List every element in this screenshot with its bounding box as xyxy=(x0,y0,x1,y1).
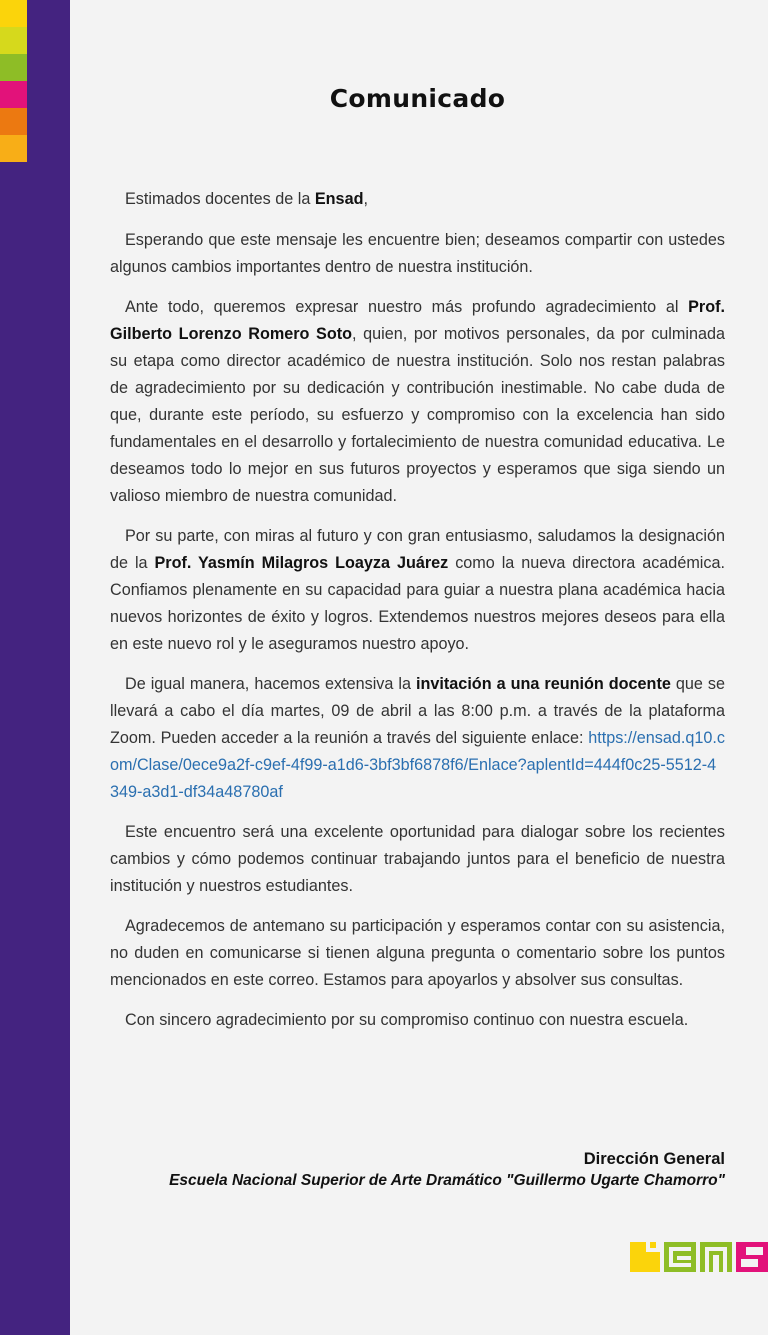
page-title: Comunicado xyxy=(329,84,506,113)
paragraph-4-rest: que se llevará a cabo el día martes, 09 de abril a las 8:00 p.m. a través de la plataforma Zoom. Pueden acceder a la reunión a través del siguiente enlace: xyxy=(110,675,725,747)
new-director-name: Prof. Yasmín Milagros Loayza Juárez xyxy=(154,554,449,572)
color-swatch-orange xyxy=(0,108,27,135)
paragraph-3-text: Por su parte, con miras al futuro y con gran entusiasmo, saludamos la designación de la xyxy=(110,527,725,572)
meeting-link[interactable]: https://ensad.q10.com/Clase/0ece9a2f-c9ef-4f99-a1d6-3bf3bf6878f6/Enlace?aplentId=444f0c25-5512-4349-a3d1-df34a48780af xyxy=(110,729,725,801)
former-director-name: Prof. Gilberto Lorenzo Romero Soto xyxy=(110,298,725,343)
paragraph-4 xyxy=(110,671,725,806)
color-swatch-lime xyxy=(0,27,27,54)
paragraph-7: Con sincero agradecimiento por su compromiso continuo con nuestra escuela. xyxy=(125,1011,689,1029)
greeting-bold: Ensad xyxy=(314,190,364,208)
paragraph-3 xyxy=(110,523,725,658)
meeting-invitation: invitación a una reunión docente xyxy=(416,675,671,693)
paragraph-4-text: De igual manera, hacemos extensiva la xyxy=(125,675,417,693)
greeting-end: , xyxy=(363,190,368,208)
signature-block xyxy=(110,1148,725,1192)
color-swatch-amber xyxy=(0,135,27,162)
ensad-logo-icon xyxy=(630,1240,768,1274)
paragraph-1: Esperando que este mensaje les encuentre bien; deseamos compartir con ustedes algunos cambios importantes dentro de nuestra institución. xyxy=(110,231,725,276)
greeting xyxy=(110,186,725,213)
paragraph-3-rest: como la nueva directora académica. Confiamos plenamente en su capacidad para guiar a nuestra plana académica hacia nuevos horizontes de éxito y logros. Extendemos nuestros mejores deseos para ella en este nuevo rol y le aseguramos nuestro apoyo. xyxy=(110,554,725,653)
greeting-text: Estimados docentes de la xyxy=(125,190,315,208)
sidebar-band xyxy=(0,0,70,1335)
signature-school: Escuela Nacional Superior de Arte Dramático "Guillermo Ugarte Chamorro" xyxy=(169,1172,725,1189)
signature-name: Dirección General xyxy=(583,1150,725,1168)
color-swatch-magenta xyxy=(0,81,27,108)
paragraph-5: Este encuentro será una excelente oportunidad para dialogar sobre los recientes cambios y cómo podemos continuar trabajando juntos para el beneficio de nuestra institución y nuestros estudiantes. xyxy=(110,823,725,895)
paragraph-2-text: Ante todo, queremos expresar nuestro más profundo agradecimiento al xyxy=(125,298,689,316)
letter-body xyxy=(110,186,725,1047)
ensad-logo xyxy=(630,1240,768,1274)
color-swatch-yellow xyxy=(0,0,27,27)
paragraph-2-rest: , quien, por motivos personales, da por culminada su etapa como director académico de nuestra institución. Solo nos restan palabras de agradecimiento por su dedicación y contribución inestimable. No cabe duda de que, durante este período, su esfuerzo y compromiso con la excelencia han sido fundamentales en el desarrollo y fortalecimiento de nuestra comunidad educativa. Le deseamos todo lo mejor en sus futuros proyectos y esperamos que siga siendo un valioso miembro de nuestra comunidad. xyxy=(110,325,725,505)
paragraph-2 xyxy=(110,294,725,510)
paragraph-6: Agradecemos de antemano su participación y esperamos contar con su asistencia, no duden en comunicarse si tienen alguna pregunta o comentario sobre los puntos mencionados en este correo. Estamos para apoyarlos y absolver sus consultas. xyxy=(110,917,725,989)
color-swatch-green xyxy=(0,54,27,81)
